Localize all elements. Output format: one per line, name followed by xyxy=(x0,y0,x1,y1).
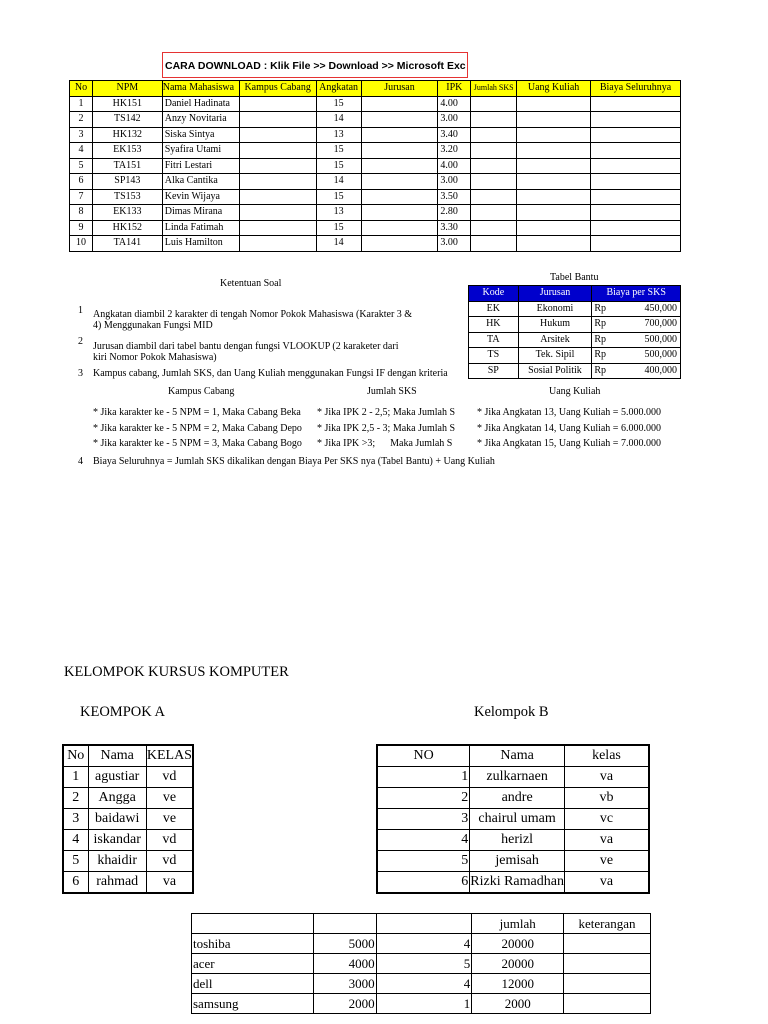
laptop-row xyxy=(192,934,651,954)
gb-header-nama: Nama xyxy=(470,745,565,767)
rule-1-line1: Angkatan diambil 2 karakter di tengah Nomor Pokok Mahasiswa (Karakter 3 & xyxy=(93,309,413,320)
rule-2-line1: Jurusan diambil dari tabel bantu dengan fungsi VLOOKUP (2 karaketer dari xyxy=(93,341,399,352)
cell-uang xyxy=(517,189,591,205)
tb-cell-biaya: 500,000 xyxy=(614,348,681,364)
cell-no: 8 xyxy=(70,205,93,221)
cell-angkatan: 13 xyxy=(316,205,361,221)
lt-cell-price: 3000 xyxy=(313,974,376,994)
cell-no: 9 xyxy=(70,220,93,236)
cell-jurusan xyxy=(361,127,438,143)
lt-cell-jumlah: 12000 xyxy=(472,974,564,994)
tabel-bantu-row xyxy=(469,301,681,317)
table-row xyxy=(70,189,681,205)
cell-kampus xyxy=(239,112,316,128)
lt-cell-keterangan xyxy=(564,974,651,994)
group-a-header xyxy=(63,745,193,767)
lt-header-jumlah: jumlah xyxy=(472,914,564,934)
cell-uang xyxy=(517,174,591,190)
group-a-table xyxy=(62,744,194,894)
cell-sks xyxy=(471,127,517,143)
cell-angkatan: 15 xyxy=(316,143,361,159)
cell-angkatan: 15 xyxy=(316,96,361,112)
cell-jurusan xyxy=(361,236,438,252)
gb-cell-no: 5 xyxy=(377,851,470,872)
tb-cell-currency: Rp xyxy=(592,348,614,364)
cell-jurusan xyxy=(361,220,438,236)
lt-cell-keterangan xyxy=(564,954,651,974)
cell-sks xyxy=(471,143,517,159)
tb-cell-currency: Rp xyxy=(592,301,614,317)
kampus-line-3: * Jika karakter ke - 5 NPM = 3, Maka Cabang Bogo xyxy=(93,438,302,449)
tb-cell-jurusan: Arsitek xyxy=(518,332,592,348)
lt-header-1 xyxy=(192,914,314,934)
cell-angkatan: 14 xyxy=(316,236,361,252)
tb-cell-biaya: 400,000 xyxy=(614,363,681,379)
lt-cell-keterangan xyxy=(564,934,651,954)
cell-nama: Dimas Mirana xyxy=(162,205,239,221)
cell-ipk: 3.00 xyxy=(438,236,471,252)
gb-cell-nama: chairul umam xyxy=(470,809,565,830)
group-a-row xyxy=(63,788,193,809)
tb-cell-kode: TA xyxy=(469,332,519,348)
tb-header-jurusan: Jurusan xyxy=(518,286,592,302)
cell-sks xyxy=(471,174,517,190)
ga-cell-nama: rahmad xyxy=(88,872,146,894)
cell-angkatan: 15 xyxy=(316,158,361,174)
header-sks: Jumlah SKS xyxy=(471,81,517,97)
cell-angkatan: 15 xyxy=(316,220,361,236)
cell-kampus xyxy=(239,174,316,190)
gb-cell-kelas: vb xyxy=(564,788,649,809)
sub-header-kampus: Kampus Cabang xyxy=(168,386,235,397)
kampus-line-1: * Jika karakter ke - 5 NPM = 1, Maka Cabang Beka xyxy=(93,407,301,418)
ga-cell-no: 6 xyxy=(63,872,88,894)
tb-cell-jurusan: Tek. Sipil xyxy=(518,348,592,364)
tb-cell-currency: Rp xyxy=(592,317,614,333)
lt-header-2 xyxy=(313,914,376,934)
tabel-bantu-row xyxy=(469,348,681,364)
ga-cell-kelas: vd xyxy=(146,851,193,872)
gb-cell-nama: jemisah xyxy=(470,851,565,872)
uang-line-3: * Jika Angkatan 15, Uang Kuliah = 7.000.000 xyxy=(477,438,661,449)
lt-cell-qty: 4 xyxy=(376,974,472,994)
cell-npm: HK132 xyxy=(92,127,162,143)
cell-npm: HK152 xyxy=(92,220,162,236)
kursus-title: KELOMPOK KURSUS KOMPUTER xyxy=(64,664,289,680)
uang-line-2: * Jika Angkatan 14, Uang Kuliah = 6.000.000 xyxy=(477,423,661,434)
ketentuan-title: Ketentuan Soal xyxy=(220,278,282,289)
gb-cell-no: 2 xyxy=(377,788,470,809)
cell-npm: SP143 xyxy=(92,174,162,190)
table-header-row xyxy=(70,81,681,97)
cell-biaya xyxy=(591,112,681,128)
group-b-row xyxy=(377,851,649,872)
rule-1-num: 1 xyxy=(78,305,83,316)
gb-cell-nama: Rizki Ramadhan xyxy=(470,872,565,894)
table-row xyxy=(70,158,681,174)
cell-uang xyxy=(517,236,591,252)
tb-header-biaya: Biaya per SKS xyxy=(592,286,681,302)
download-note: CARA DOWNLOAD : Klik File >> Download >> Microsoft Exc xyxy=(162,52,468,78)
ga-cell-no: 2 xyxy=(63,788,88,809)
cell-nama: Daniel Hadinata xyxy=(162,96,239,112)
cell-nama: Linda Fatimah xyxy=(162,220,239,236)
tabel-bantu-row xyxy=(469,332,681,348)
cell-jurusan xyxy=(361,112,438,128)
cell-kampus xyxy=(239,143,316,159)
cell-npm: HK151 xyxy=(92,96,162,112)
cell-ipk: 3.50 xyxy=(438,189,471,205)
cell-uang xyxy=(517,96,591,112)
gb-cell-no: 4 xyxy=(377,830,470,851)
tb-cell-currency: Rp xyxy=(592,363,614,379)
cell-biaya xyxy=(591,205,681,221)
cell-biaya xyxy=(591,158,681,174)
group-a-row xyxy=(63,851,193,872)
lt-cell-jumlah: 20000 xyxy=(472,954,564,974)
table-row xyxy=(70,96,681,112)
lt-cell-qty: 4 xyxy=(376,934,472,954)
tb-cell-biaya: 500,000 xyxy=(614,332,681,348)
cell-kampus xyxy=(239,220,316,236)
cell-sks xyxy=(471,205,517,221)
cell-kampus xyxy=(239,236,316,252)
group-b-row xyxy=(377,767,649,788)
cell-ipk: 4.00 xyxy=(438,158,471,174)
cell-no: 2 xyxy=(70,112,93,128)
cell-no: 5 xyxy=(70,158,93,174)
cell-uang xyxy=(517,220,591,236)
rule-2-num: 2 xyxy=(78,336,83,347)
ga-cell-nama: iskandar xyxy=(88,830,146,851)
cell-no: 1 xyxy=(70,96,93,112)
cell-ipk: 2.80 xyxy=(438,205,471,221)
cell-nama: Kevin Wijaya xyxy=(162,189,239,205)
group-b-row xyxy=(377,830,649,851)
cell-uang xyxy=(517,112,591,128)
group-a-row xyxy=(63,872,193,894)
cell-uang xyxy=(517,158,591,174)
cell-ipk: 3.40 xyxy=(438,127,471,143)
group-a-title: KEOMPOK A xyxy=(80,704,165,720)
rule-3-line1: Kampus cabang, Jumlah SKS, dan Uang Kuliah menggunakan Fungsi IF dengan kriteria xyxy=(93,368,448,379)
table-row xyxy=(70,143,681,159)
header-jurusan: Jurusan xyxy=(361,81,438,97)
cell-jurusan xyxy=(361,143,438,159)
header-uang: Uang Kuliah xyxy=(517,81,591,97)
lt-cell-qty: 5 xyxy=(376,954,472,974)
tabel-bantu-title: Tabel Bantu xyxy=(550,272,599,283)
lt-cell-keterangan xyxy=(564,994,651,1014)
cell-npm: EK133 xyxy=(92,205,162,221)
ga-cell-kelas: ve xyxy=(146,809,193,830)
group-b-row xyxy=(377,788,649,809)
cell-kampus xyxy=(239,189,316,205)
laptop-header-row xyxy=(192,914,651,934)
gb-cell-nama: andre xyxy=(470,788,565,809)
sks-line-2: * Jika IPK 2,5 - 3; Maka Jumlah S xyxy=(317,423,456,434)
lt-cell-qty: 1 xyxy=(376,994,472,1014)
group-b-header xyxy=(377,745,649,767)
cell-nama: Siska Sintya xyxy=(162,127,239,143)
cell-ipk: 3.00 xyxy=(438,112,471,128)
cell-angkatan: 14 xyxy=(316,112,361,128)
table-row xyxy=(70,205,681,221)
table-row xyxy=(70,112,681,128)
lt-cell-price: 2000 xyxy=(313,994,376,1014)
table-row xyxy=(70,220,681,236)
ga-cell-kelas: va xyxy=(146,872,193,894)
tb-cell-kode: HK xyxy=(469,317,519,333)
cell-biaya xyxy=(591,96,681,112)
ga-cell-kelas: ve xyxy=(146,788,193,809)
cell-ipk: 3.30 xyxy=(438,220,471,236)
group-b-row xyxy=(377,809,649,830)
cell-nama: Anzy Novitaria xyxy=(162,112,239,128)
lt-header-3 xyxy=(376,914,472,934)
header-ipk: IPK xyxy=(438,81,471,97)
gb-cell-kelas: va xyxy=(564,872,649,894)
header-nama: Nama Mahasiswa xyxy=(162,81,239,97)
tb-cell-jurusan: Sosial Politik xyxy=(518,363,592,379)
cell-sks xyxy=(471,189,517,205)
gb-cell-no: 6 xyxy=(377,872,470,894)
gb-cell-no: 1 xyxy=(377,767,470,788)
group-a-row xyxy=(63,767,193,788)
cell-jurusan xyxy=(361,189,438,205)
ga-cell-nama: agustiar xyxy=(88,767,146,788)
cell-biaya xyxy=(591,220,681,236)
gb-cell-kelas: va xyxy=(564,830,649,851)
tabel-bantu-row xyxy=(469,363,681,379)
table-row xyxy=(70,236,681,252)
cell-angkatan: 13 xyxy=(316,127,361,143)
gb-cell-kelas: ve xyxy=(564,851,649,872)
ga-cell-kelas: vd xyxy=(146,830,193,851)
rule-3-num: 3 xyxy=(78,368,83,379)
cell-sks xyxy=(471,236,517,252)
tb-cell-kode: SP xyxy=(469,363,519,379)
cell-ipk: 3.20 xyxy=(438,143,471,159)
header-kampus: Kampus Cabang xyxy=(239,81,316,97)
group-b-row xyxy=(377,872,649,894)
cell-nama: Alka Cantika xyxy=(162,174,239,190)
cell-biaya xyxy=(591,127,681,143)
lt-cell-price: 4000 xyxy=(313,954,376,974)
cell-no: 6 xyxy=(70,174,93,190)
lt-header-keterangan: keterangan xyxy=(564,914,651,934)
cell-kampus xyxy=(239,96,316,112)
cell-jurusan xyxy=(361,96,438,112)
cell-sks xyxy=(471,112,517,128)
cell-biaya xyxy=(591,143,681,159)
cell-sks xyxy=(471,96,517,112)
table-row xyxy=(70,127,681,143)
tabel-bantu xyxy=(468,285,681,379)
laptop-row xyxy=(192,954,651,974)
header-npm: NPM xyxy=(92,81,162,97)
tabel-bantu-header xyxy=(469,286,681,302)
student-table xyxy=(69,80,681,252)
cell-npm: TA141 xyxy=(92,236,162,252)
cell-npm: TS142 xyxy=(92,112,162,128)
cell-biaya xyxy=(591,189,681,205)
ga-cell-no: 5 xyxy=(63,851,88,872)
ga-cell-no: 3 xyxy=(63,809,88,830)
ga-cell-no: 4 xyxy=(63,830,88,851)
gb-cell-nama: zulkarnaen xyxy=(470,767,565,788)
table-row xyxy=(70,174,681,190)
tb-cell-jurusan: Hukum xyxy=(518,317,592,333)
lt-cell-jumlah: 20000 xyxy=(472,934,564,954)
cell-nama: Luis Hamilton xyxy=(162,236,239,252)
header-biaya: Biaya Seluruhnya xyxy=(591,81,681,97)
cell-npm: EK153 xyxy=(92,143,162,159)
sub-header-sks: Jumlah SKS xyxy=(367,386,417,397)
tb-cell-currency: Rp xyxy=(592,332,614,348)
sks-line-1: * Jika IPK 2 - 2,5; Maka Jumlah S xyxy=(317,407,456,418)
cell-uang xyxy=(517,205,591,221)
gb-cell-kelas: vc xyxy=(564,809,649,830)
cell-no: 7 xyxy=(70,189,93,205)
cell-sks xyxy=(471,220,517,236)
ga-cell-nama: Angga xyxy=(88,788,146,809)
uang-line-1: * Jika Angkatan 13, Uang Kuliah = 5.000.000 xyxy=(477,407,661,418)
rule-1-line2: 4) Menggunakan Fungsi MID xyxy=(93,320,213,331)
sub-header-uang: Uang Kuliah xyxy=(549,386,601,397)
cell-jurusan xyxy=(361,205,438,221)
tb-cell-biaya: 700,000 xyxy=(614,317,681,333)
laptop-row xyxy=(192,994,651,1014)
cell-angkatan: 14 xyxy=(316,174,361,190)
cell-nama: Fitri Lestari xyxy=(162,158,239,174)
cell-npm: TS153 xyxy=(92,189,162,205)
lt-cell-brand: toshiba xyxy=(192,934,314,954)
cell-nama: Syafira Utami xyxy=(162,143,239,159)
gb-cell-no: 3 xyxy=(377,809,470,830)
sks-line-3: * Jika IPK >3; Maka Jumlah S xyxy=(317,438,453,449)
ga-cell-kelas: vd xyxy=(146,767,193,788)
cell-angkatan: 15 xyxy=(316,189,361,205)
header-angkatan: Angkatan xyxy=(316,81,361,97)
lt-cell-brand: dell xyxy=(192,974,314,994)
group-b-title: Kelompok B xyxy=(474,704,549,720)
ga-header-kelas: KELAS xyxy=(146,745,193,767)
tb-cell-biaya: 450,000 xyxy=(614,301,681,317)
cell-ipk: 3.00 xyxy=(438,174,471,190)
gb-cell-kelas: va xyxy=(564,767,649,788)
gb-header-kelas: kelas xyxy=(564,745,649,767)
cell-sks xyxy=(471,158,517,174)
ga-cell-no: 1 xyxy=(63,767,88,788)
group-b-table xyxy=(376,744,650,894)
cell-kampus xyxy=(239,127,316,143)
laptop-table xyxy=(191,913,651,1014)
header-no: No xyxy=(70,81,93,97)
gb-header-no: NO xyxy=(377,745,470,767)
ga-header-no: No xyxy=(63,745,88,767)
ga-cell-nama: khaidir xyxy=(88,851,146,872)
tabel-bantu-row xyxy=(469,317,681,333)
tb-cell-kode: TS xyxy=(469,348,519,364)
group-a-row xyxy=(63,809,193,830)
ga-cell-nama: baidawi xyxy=(88,809,146,830)
lt-cell-brand: acer xyxy=(192,954,314,974)
rule-2-line2: kiri Nomor Pokok Mahasiswa) xyxy=(93,352,217,363)
rule-4-num: 4 xyxy=(78,456,83,467)
cell-no: 4 xyxy=(70,143,93,159)
group-a-row xyxy=(63,830,193,851)
cell-uang xyxy=(517,127,591,143)
cell-jurusan xyxy=(361,158,438,174)
cell-biaya xyxy=(591,174,681,190)
kampus-line-2: * Jika karakter ke - 5 NPM = 2, Maka Cabang Depo xyxy=(93,423,302,434)
laptop-row xyxy=(192,974,651,994)
tb-header-kode: Kode xyxy=(469,286,519,302)
cell-npm: TA151 xyxy=(92,158,162,174)
gb-cell-nama: herizl xyxy=(470,830,565,851)
cell-biaya xyxy=(591,236,681,252)
tb-cell-kode: EK xyxy=(469,301,519,317)
tb-cell-jurusan: Ekonomi xyxy=(518,301,592,317)
cell-uang xyxy=(517,143,591,159)
lt-cell-price: 5000 xyxy=(313,934,376,954)
cell-no: 3 xyxy=(70,127,93,143)
cell-ipk: 4.00 xyxy=(438,96,471,112)
lt-cell-jumlah: 2000 xyxy=(472,994,564,1014)
lt-cell-brand: samsung xyxy=(192,994,314,1014)
cell-kampus xyxy=(239,158,316,174)
cell-jurusan xyxy=(361,174,438,190)
cell-no: 10 xyxy=(70,236,93,252)
ga-header-nama: Nama xyxy=(88,745,146,767)
cell-kampus xyxy=(239,205,316,221)
rule-4-text: Biaya Seluruhnya = Jumlah SKS dikalikan dengan Biaya Per SKS nya (Tabel Bantu) + Uang Kuliah xyxy=(93,456,495,467)
